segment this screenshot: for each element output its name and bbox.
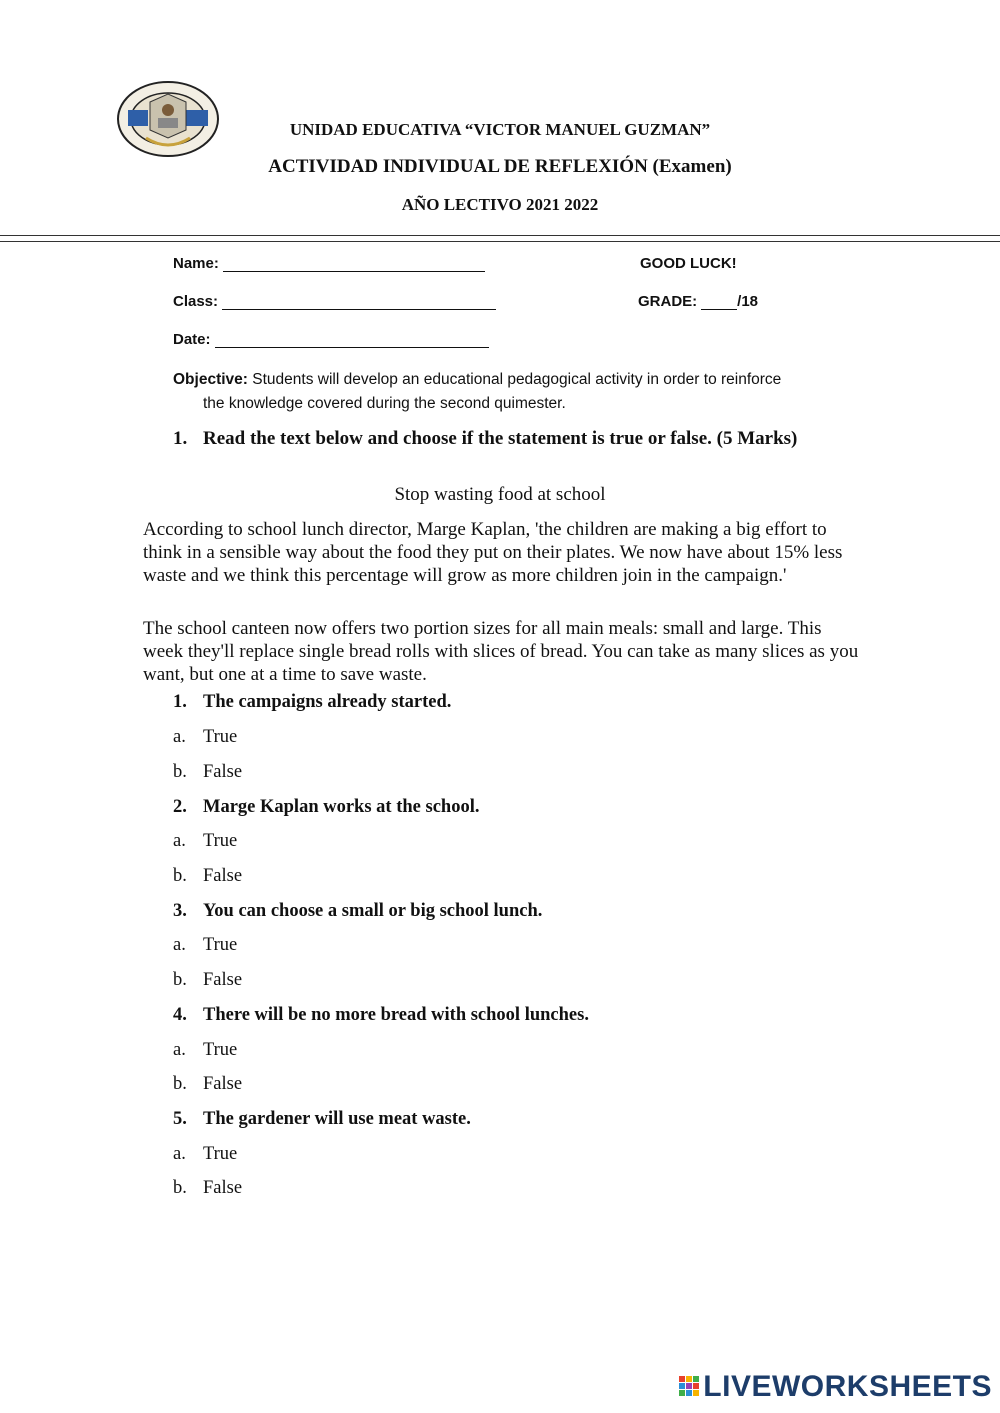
activity-title: ACTIVIDAD INDIVIDUAL DE REFLEXIÓN (Examen) [268, 156, 732, 177]
question-number: 5. [173, 1109, 187, 1129]
header-divider-secondary [0, 241, 1000, 242]
reading-title: Stop wasting food at school [394, 484, 606, 505]
question-text: Marge Kaplan works at the school. [203, 797, 480, 817]
question-number: 4. [173, 1005, 187, 1025]
option-letter: a. [173, 1144, 186, 1164]
school-seal-logo [116, 80, 220, 158]
school-year: AÑO LECTIVO 2021 2022 [401, 195, 599, 214]
liveworksheets-brand-text: LIVEWORKSHEETS [703, 1370, 992, 1403]
option-label: True [203, 935, 238, 955]
option-label: True [203, 831, 238, 851]
question-text: There will be no more bread with school lunches. [203, 1005, 589, 1025]
liveworksheets-logo-icon [678, 1374, 700, 1400]
question-4 [173, 1005, 589, 1026]
question-5 [173, 1109, 471, 1130]
question-3-option-a[interactable] [173, 935, 237, 956]
option-label: True [203, 1144, 238, 1164]
class-blank[interactable] [222, 295, 496, 310]
question-2 [173, 797, 479, 818]
name-field [173, 255, 485, 272]
question-text: The campaigns already started. [203, 692, 452, 712]
option-label: False [203, 1074, 243, 1094]
question-1-option-b[interactable] [173, 762, 242, 783]
school-name: UNIDAD EDUCATIVA “VICTOR MANUEL GUZMAN” [289, 120, 711, 139]
option-letter: b. [173, 1178, 187, 1198]
option-label: True [203, 1040, 238, 1060]
section-instruction-text: Read the text below and choose if the statement is true or false. (5 Marks) [203, 428, 798, 449]
option-label: False [203, 1178, 243, 1198]
option-letter: b. [173, 762, 187, 782]
option-letter: b. [173, 866, 187, 886]
option-letter: a. [173, 1040, 186, 1060]
section-number: 1. [173, 428, 188, 449]
option-label: False [203, 762, 243, 782]
good-luck-text: GOOD LUCK! [640, 255, 737, 272]
question-3 [173, 901, 542, 922]
question-number: 2. [173, 797, 187, 817]
option-letter: b. [173, 1074, 187, 1094]
objective-label: Objective: [173, 371, 248, 388]
objective [173, 368, 853, 416]
option-letter: a. [173, 831, 186, 851]
question-4-option-a[interactable] [173, 1040, 237, 1061]
question-1 [173, 692, 451, 713]
reading-paragraph-1: According to school lunch director, Marge Kaplan, 'the children are making a big effort to think in a sensible way about the food they put on their plates. We now have about 15% less waste and we think this percentage will grow as more children join in the campaign.' [143, 519, 843, 586]
question-2-option-b[interactable] [173, 866, 242, 887]
class-field [173, 293, 496, 310]
question-text: The gardener will use meat waste. [203, 1109, 471, 1129]
question-2-option-a[interactable] [173, 831, 237, 852]
question-number: 3. [173, 901, 187, 921]
option-letter: a. [173, 727, 186, 747]
option-label: True [203, 727, 238, 747]
objective-text-line2: the knowledge covered during the second quimester. [203, 395, 566, 412]
question-5-option-b[interactable] [173, 1178, 242, 1199]
option-letter: a. [173, 935, 186, 955]
objective-text-line1: Students will develop an educational pedagogical activity in order to reinforce [247, 371, 782, 388]
question-1-option-a[interactable] [173, 727, 237, 748]
date-label: Date: [173, 331, 211, 348]
option-label: False [203, 970, 243, 990]
grade-total: /18 [737, 293, 759, 310]
option-label: False [203, 866, 243, 886]
reading-paragraph-2: The school canteen now offers two portion sizes for all main meals: small and large. This week they'll replace single bread rolls with slices of bread. You can take as many slices as you want, but one at a time to save waste. [143, 618, 859, 685]
class-label: Class: [173, 293, 219, 310]
date-field [173, 331, 489, 348]
question-text: You can choose a small or big school lunch. [203, 901, 543, 921]
grade-label: GRADE: [638, 293, 698, 310]
date-blank[interactable] [215, 333, 489, 348]
grade-blank[interactable] [701, 295, 737, 310]
option-letter: b. [173, 970, 187, 990]
liveworksheets-brand [678, 1369, 992, 1405]
header-divider [0, 235, 1000, 236]
question-4-option-b[interactable] [173, 1074, 242, 1095]
question-5-option-a[interactable] [173, 1144, 237, 1165]
grade-field [638, 293, 758, 310]
name-blank[interactable] [223, 257, 485, 272]
question-3-option-b[interactable] [173, 970, 242, 991]
name-label: Name: [173, 255, 219, 272]
question-number: 1. [173, 692, 187, 712]
section-1-instruction [173, 428, 797, 450]
